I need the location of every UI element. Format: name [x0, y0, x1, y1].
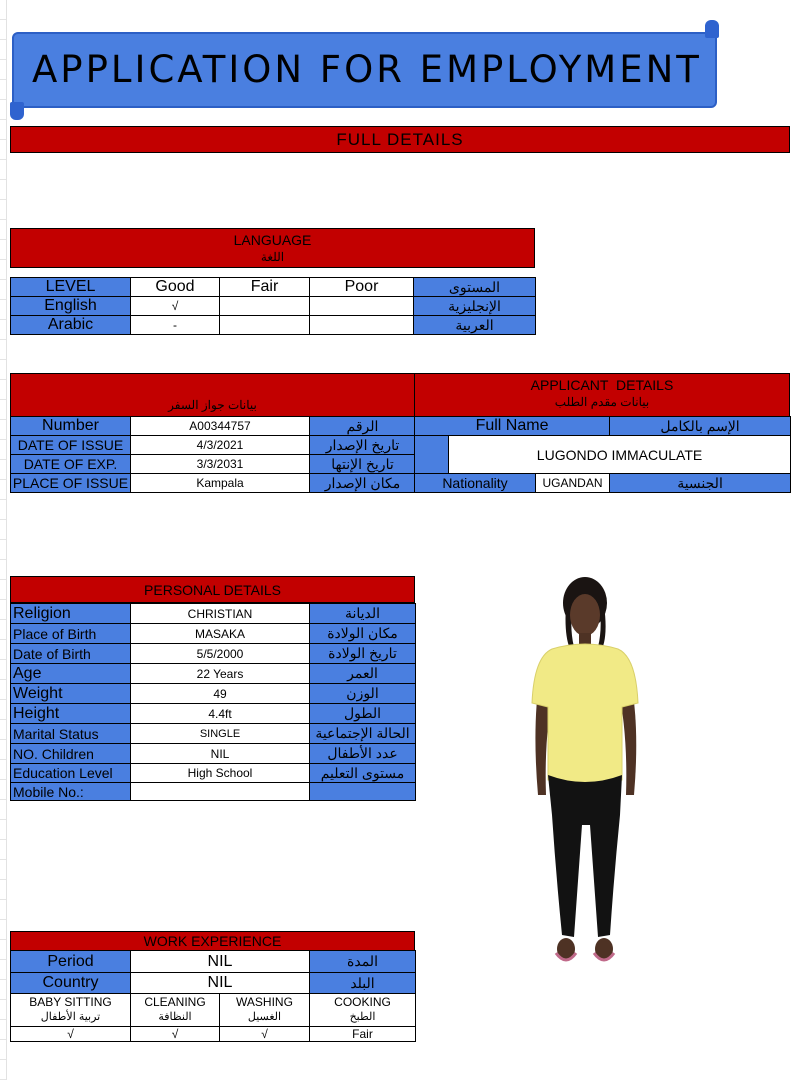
skill-label-ar: الغسيل: [247, 1011, 282, 1023]
personal-value: High School: [131, 764, 310, 783]
applicant-header: [414, 373, 790, 417]
personal-title: PERSONAL DETAILS: [144, 582, 281, 598]
lang-good: √: [131, 297, 220, 316]
lang-good: -: [131, 316, 220, 335]
lang-fair: [220, 297, 310, 316]
language-title-en: LANGUAGE: [233, 232, 312, 248]
skill-label: CLEANING: [144, 995, 206, 1009]
personal-value: 5/5/2000: [131, 644, 310, 664]
personal-value: SINGLE: [131, 724, 310, 744]
col-poor: Poor: [310, 278, 414, 297]
passport-value: Kampala: [131, 474, 310, 493]
personal-label: Place of Birth: [11, 624, 131, 644]
personal-label-ar: الديانة: [310, 604, 416, 624]
col-good: Good: [131, 278, 220, 297]
col-level: LEVEL: [11, 278, 131, 297]
personal-label: Mobile No.:: [11, 783, 131, 801]
personal-value: [131, 783, 310, 801]
work-title: WORK EXPERIENCE: [143, 933, 282, 949]
skill-label: COOKING: [334, 995, 391, 1009]
skill-cell: [131, 994, 220, 1027]
passport-label: Number: [11, 417, 131, 436]
title-banner: [12, 32, 717, 108]
passport-value: 3/3/2031: [131, 455, 310, 474]
nationality-value: UGANDAN: [536, 474, 610, 493]
lang-poor: [310, 297, 414, 316]
skill-label-ar: الطبخ: [349, 1011, 376, 1023]
personal-label-ar: العمر: [310, 664, 416, 684]
personal-label-ar: [310, 783, 416, 801]
passport-header: [10, 373, 415, 417]
personal-value: 4.4ft: [131, 704, 310, 724]
personal-header: [10, 576, 415, 603]
lang-label: Arabic: [11, 316, 131, 335]
passport-title-ar: بيانات جواز السفر: [168, 398, 257, 412]
skill-value: √: [220, 1027, 310, 1042]
col-level-ar: المستوى: [414, 278, 536, 297]
personal-value: 22 Years: [131, 664, 310, 684]
passport-value: A00344757: [131, 417, 310, 436]
lang-label-ar: العربية: [414, 316, 536, 335]
applicant-table: [414, 416, 791, 493]
passport-label-ar: تاريخ الإصدار: [310, 436, 416, 455]
skill-label-ar: تربية الأطفال: [40, 1011, 101, 1023]
language-header: [10, 228, 535, 268]
nationality-label-ar: الجنسية: [610, 474, 791, 493]
period-label: Period: [11, 951, 131, 973]
language-table: [10, 277, 536, 335]
scroll-curl-left: [10, 102, 24, 120]
skill-cell: [11, 994, 131, 1027]
lang-label-ar: الإنجليزية: [414, 297, 536, 316]
skill-label-ar: النظافة: [158, 1011, 192, 1023]
full-name-label: Full Name: [415, 417, 610, 436]
country-value: NIL: [131, 973, 310, 994]
passport-label-ar: الرقم: [310, 417, 416, 436]
country-label-ar: البلد: [310, 973, 416, 994]
full-name-label-ar: الإسم بالكامل: [610, 417, 791, 436]
personal-label: NO. Children: [11, 744, 131, 764]
skill-label: BABY SITTING: [29, 995, 112, 1009]
personal-label: Education Level: [11, 764, 131, 783]
skill-cell: [310, 994, 416, 1027]
period-value: NIL: [131, 951, 310, 973]
period-label-ar: المدة: [310, 951, 416, 973]
passport-label: PLACE OF ISSUE: [11, 474, 131, 493]
applicant-title-en: APPLICANT DETAILS: [530, 377, 674, 393]
personal-label-ar: مكان الولادة: [310, 624, 416, 644]
personal-label: Marital Status: [11, 724, 131, 744]
nationality-label: Nationality: [415, 474, 536, 493]
lang-poor: [310, 316, 414, 335]
personal-label-ar: تاريخ الولادة: [310, 644, 416, 664]
spreadsheet-row-gutter: [0, 0, 7, 1080]
personal-label: Date of Birth: [11, 644, 131, 664]
full-details-bar: FULL DETAILS: [10, 126, 790, 153]
lang-label: English: [11, 297, 131, 316]
personal-value: 49: [131, 684, 310, 704]
passport-label: DATE OF EXP.: [11, 455, 131, 474]
lang-fair: [220, 316, 310, 335]
personal-label: Height: [11, 704, 131, 724]
passport-label-ar: تاريخ الإنتها: [310, 455, 416, 474]
personal-value: NIL: [131, 744, 310, 764]
personal-label-ar: الحالة الإجتماعية: [310, 724, 416, 744]
personal-label-ar: مستوى التعليم: [310, 764, 416, 783]
work-table: [10, 950, 416, 1042]
personal-label: Weight: [11, 684, 131, 704]
passport-label-ar: مكان الإصدار: [310, 474, 416, 493]
personal-label: Religion: [11, 604, 131, 624]
page-title: APPLICATION FOR EMPLOYMENT: [32, 48, 702, 91]
passport-label: DATE OF ISSUE: [11, 436, 131, 455]
applicant-title-ar: بيانات مقدم الطلب: [554, 395, 650, 409]
applicant-photo: [518, 575, 653, 970]
country-label: Country: [11, 973, 131, 994]
scroll-curl-right: [705, 20, 719, 38]
skill-value: √: [11, 1027, 131, 1042]
language-title-ar: اللغة: [260, 250, 285, 264]
passport-value: 4/3/2021: [131, 436, 310, 455]
personal-label-ar: عدد الأطفال: [310, 744, 416, 764]
full-name-value: LUGONDO IMMACULATE: [449, 436, 791, 474]
personal-label-ar: الطول: [310, 704, 416, 724]
personal-label-ar: الوزن: [310, 684, 416, 704]
skill-label: WASHING: [236, 995, 293, 1009]
personal-value: CHRISTIAN: [131, 604, 310, 624]
name-spacer: [415, 436, 449, 474]
work-header: [10, 931, 415, 951]
skill-value: √: [131, 1027, 220, 1042]
passport-table: [10, 416, 416, 493]
col-fair: Fair: [220, 278, 310, 297]
personal-value: MASAKA: [131, 624, 310, 644]
personal-table: [10, 603, 416, 801]
skill-cell: [220, 994, 310, 1027]
skill-value: Fair: [310, 1027, 416, 1042]
personal-label: Age: [11, 664, 131, 684]
